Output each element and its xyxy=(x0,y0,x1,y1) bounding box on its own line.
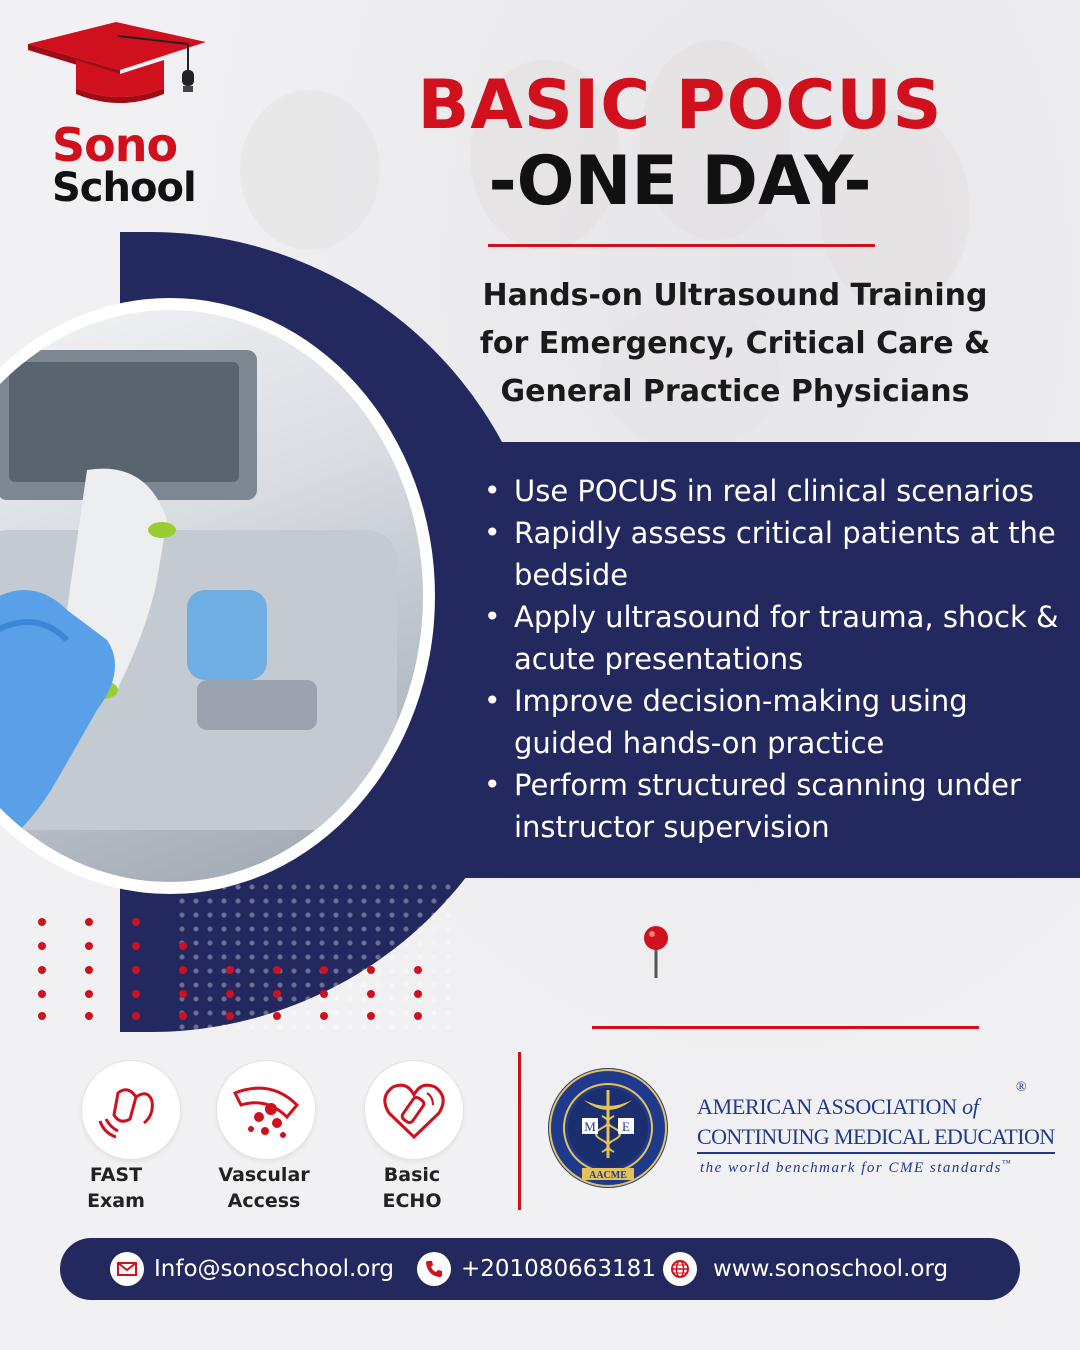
halftone-dots xyxy=(175,880,455,1030)
service-label-line: ECHO xyxy=(382,1190,442,1212)
aacme-name-line1 xyxy=(697,1094,979,1120)
service-label-line: Vascular xyxy=(218,1164,310,1186)
benefit-item: • Use POCUS in real clinical scenarios xyxy=(482,470,1072,512)
service-label xyxy=(46,1162,186,1214)
brand-name-line2: School xyxy=(52,165,196,211)
service-label xyxy=(194,1162,334,1214)
seal-label: AACME xyxy=(589,1170,627,1181)
phone-icon xyxy=(417,1252,451,1286)
contact-bar xyxy=(60,1238,1020,1300)
svg-text:E: E xyxy=(622,1119,630,1134)
service-label-line: Exam xyxy=(87,1190,145,1212)
website-text: www.sonoschool.org xyxy=(713,1256,949,1282)
heart-probe-icon xyxy=(379,1075,449,1145)
page-title-duration: -ONE DAY- xyxy=(488,142,872,221)
email-link[interactable] xyxy=(110,1252,394,1286)
svg-text:M: M xyxy=(584,1119,596,1134)
globe-icon xyxy=(663,1252,697,1286)
benefit-item: • Rapidly assess critical patients at the bedside xyxy=(482,512,1072,596)
benefits-list xyxy=(482,470,1072,848)
aacme-seal-logo xyxy=(546,1066,670,1190)
fast-exam-badge xyxy=(81,1060,181,1160)
trademark-mark: ™ xyxy=(1002,1158,1013,1168)
aacme-tagline xyxy=(700,1158,1012,1177)
email-text: Info@sonoschool.org xyxy=(154,1256,395,1282)
background-face xyxy=(240,90,380,250)
subtitle xyxy=(430,272,1040,416)
service-label-line: Basic xyxy=(383,1164,441,1186)
phone-text: +201080663181 xyxy=(461,1256,656,1282)
title-divider xyxy=(488,244,875,247)
email-icon xyxy=(110,1252,144,1286)
subtitle-line: Hands-on Ultrasound Training xyxy=(482,278,988,313)
basic-echo-badge xyxy=(364,1060,464,1160)
vascular-access-badge xyxy=(216,1060,316,1160)
registered-mark: ® xyxy=(1016,1080,1027,1095)
aacme-of-text: of xyxy=(962,1094,979,1119)
page-title: BASIC POCUS xyxy=(417,66,943,145)
vertical-divider xyxy=(518,1052,521,1210)
benefit-item: • Perform structured scanning under instructor supervision xyxy=(482,764,1072,848)
benefit-item: • Improve decision-making using guided hands-on practice xyxy=(482,680,1072,764)
location-pin-icon xyxy=(640,924,672,980)
aacme-name-text: AMERICAN ASSOCIATION xyxy=(697,1094,957,1119)
phone-link[interactable] xyxy=(417,1252,656,1286)
ultrasound-probe-icon xyxy=(96,1075,166,1145)
aacme-name-line2: CONTINUING MEDICAL EDUCATION xyxy=(697,1124,1055,1154)
aacme-tagline-text: the world benchmark for CME standards xyxy=(700,1160,1003,1176)
service-label-line: FAST xyxy=(89,1164,143,1186)
service-label xyxy=(342,1162,482,1214)
benefit-item: • Apply ultrasound for trauma, shock & acute presentations xyxy=(482,596,1072,680)
service-label-line: Access xyxy=(227,1190,301,1212)
blood-vessel-icon xyxy=(231,1075,301,1145)
brand-name-line1: Sono xyxy=(52,118,178,172)
subtitle-line: General Practice Physicians xyxy=(500,374,970,409)
location-divider xyxy=(592,1026,979,1029)
subtitle-line: for Emergency, Critical Care & xyxy=(479,326,991,361)
website-link[interactable] xyxy=(663,1252,948,1286)
